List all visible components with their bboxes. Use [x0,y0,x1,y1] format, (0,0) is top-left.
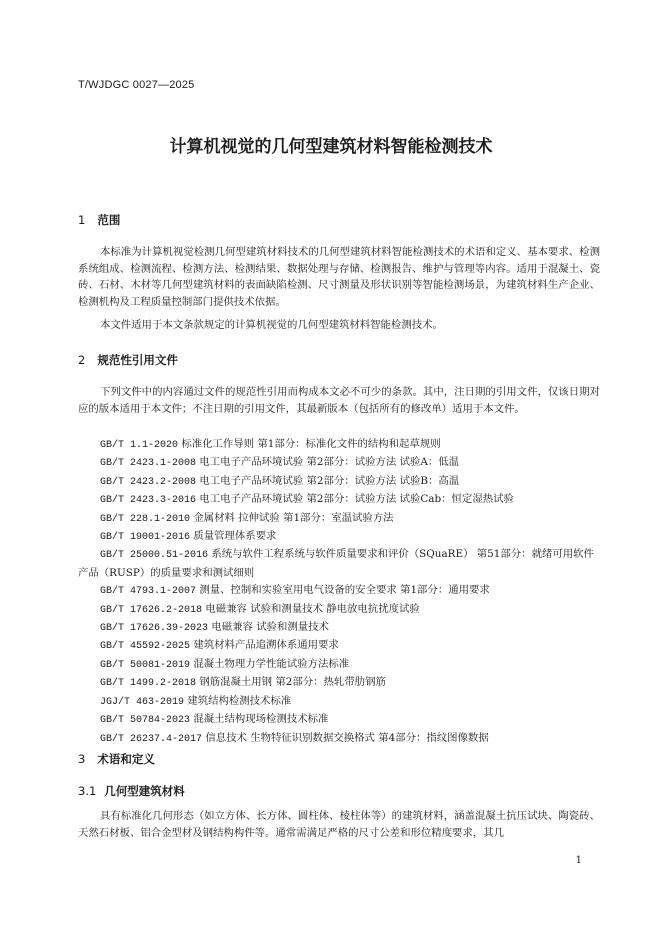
reference-item: GB/T 4793.1-2007 测量、控制和实验室用电气设备的安全要求 第1部分：通用要求 [100,584,490,598]
section-1-heading [78,212,120,228]
section-title: 术语和定义 [97,752,155,766]
section-number: 1 [78,213,86,227]
reference-item: JGJ/T 463-2019 建筑结构检测技术标准 [100,694,292,708]
section-3-heading [78,751,155,767]
reference-item: GB/T 19001-2016 质量管理体系要求 [100,530,277,544]
reference-item: GB/T 228.1-2010 金属材料 拉伸试验 第1部分：室温试验方法 [100,511,394,525]
scope-paragraph-2: 本文件适用于本文条款规定的计算机视觉的几何型建筑材料智能检测技术。 [100,319,443,331]
reference-item: GB/T 2423.1-2008 电工电子产品环境试验 第2部分：试验方法 试验A：低温 [100,456,460,470]
section-number: 2 [78,353,86,367]
reference-item: GB/T 50784-2023 混凝土结构现场检测技术标准 [100,713,329,727]
section-number: 3 [78,752,86,766]
section-2-heading [78,352,178,368]
section-title: 范围 [97,213,121,227]
reference-item: GB/T 45592-2025 建筑材料产品追溯体系通用要求 [100,639,339,653]
reference-list [78,436,600,748]
reference-item: GB/T 1.1-2020 标准化工作导则 第1部分：标准化文件的结构和起草规则 [100,438,441,451]
scope-paragraph-1: 本标准为计算机视觉检测几何型建筑材料技术的几何型建筑材料智能检测技术的术语和定义、基本要求、检测系统组成、检测流程、检测方法、检测结果、数据处理与存储、检测报告、维护与管理等内容。适用于混凝土、瓷砖、石材、木材等几何型建筑材料的表面缺陷检测、尺寸测量及形状识别等智能检测场景，为建筑材料生产企业、检测机构及工程质量控制部门提供技术依据。 [78,246,600,308]
reference-item: GB/T 1499.2-2018 钢筋混凝土用钢 第2部分：热轧带肋钢筋 [100,676,386,690]
section-number: 3.1 [78,784,97,798]
reference-item: GB/T 50081-2019 混凝土物理力学性能试验方法标准 [100,657,350,671]
term-3-1-heading [78,783,185,799]
document-title: 计算机视觉的几何型建筑材料智能检测技术 [169,137,493,157]
normative-intro: 下列文件中的内容通过文件的规范性引用而构成本文必不可少的条款。其中，注日期的引用文件，仅该日期对应的版本适用于本文件；不注日期的引用文件，其最新版本（包括所有的修改单）适用于本文件。 [78,386,600,415]
reference-item: GB/T 26237.4-2017 信息技术 生物特征识别数据交换格式 第4部分：指纹图像数据 [100,731,489,745]
term-3-1-definition: 具有标准化几何形态（如立方体、长方体、圆柱体、棱柱体等）的建筑材料，涵盖混凝土抗压试块、陶瓷砖、天然石材板、铝合金型材及钢结构构件等。通常需满足严格的尺寸公差和形位精度要求，其几 [78,810,600,839]
section-title: 规范性引用文件 [97,353,178,367]
page-number: 1 [575,855,582,866]
document-code: T/WJDGC 0027—2025 [78,79,195,91]
reference-item: GB/T 2423.3-2016 电工电子产品环境试验 第2部分：试验方法 试验Cab：恒定湿热试验 [100,493,514,507]
reference-item: GB/T 25000.51-2016 系统与软件工程系统与软件质量要求和评价（SQuaRE） 第51部分：就绪可用软件产品（RUSP）的质量要求和测试细则 [78,548,594,579]
section-title: 几何型建筑材料 [104,784,185,798]
reference-item: GB/T 17626.2-2018 电磁兼容 试验和测量技术 静电放电抗扰度试验 [100,602,420,616]
reference-item: GB/T 17626.39-2023 电磁兼容 试验和测量技术 [100,621,329,635]
reference-item: GB/T 2423.2-2008 电工电子产品环境试验 第2部分：试验方法 试验B：高温 [100,474,460,488]
